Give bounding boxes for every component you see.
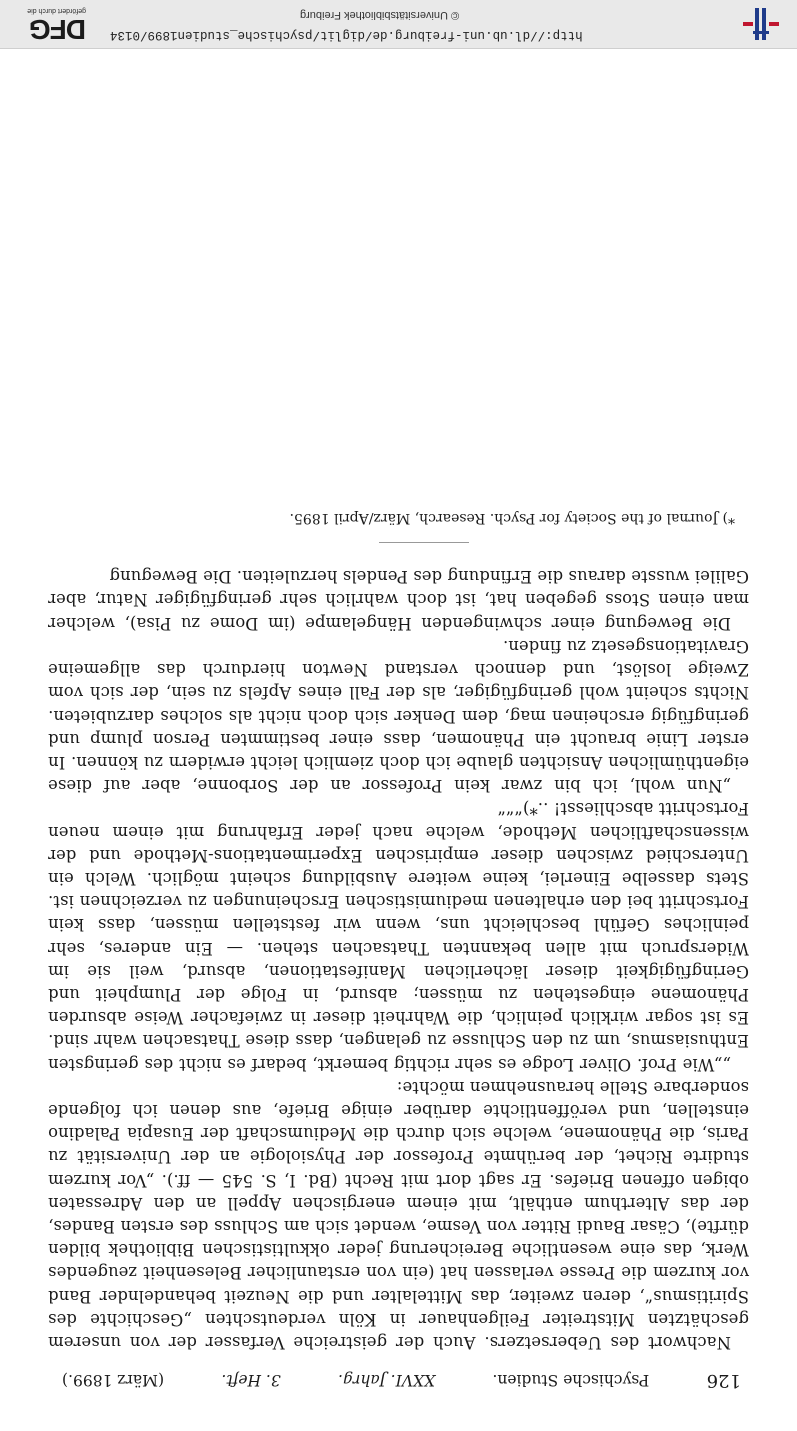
paragraph: Die Bewegung einer schwingenden Hängelampe (im Dome zu Pisa), welcher man einen Stoss gegeben hat, ist doch wahrlich sehr geringfügiger Natur, aber Galilei wusste daraus die Erfindung des Pendels herzuleiten. Die Bewegung bbox=[48, 567, 749, 633]
dfg-logo-mark: DFG bbox=[29, 14, 86, 45]
university-library-logo-icon bbox=[739, 6, 783, 42]
page-url[interactable]: http://dl.ub.uni-freiburg.de/diglit/psychische_studien1899/0134 bbox=[110, 28, 583, 42]
copyright-notice: © Universitätsbibliothek Freiburg bbox=[300, 9, 460, 21]
dfg-logo bbox=[6, 4, 86, 44]
paragraph: „„Wie Prof. Oliver Lodge es sehr richtig bemerkt, bedarf es nicht des geringsten Enthusiasmus, um zu den Schlusse zu gelangen, dass diese Thatsachen wahr sind. Es ist sogar wirklich peinlich, die Wahrheit dieser in zwiefacher Weise absurden Phänomene eingestehen zu müssen; absurd, in Folge der Plumpheit und Geringfügigkeit dieser lächerlichen Manifestationen, absurd, weil sie im Widerspruch mit allen bekannten Thatsachen stehen. — Ein anderes, sehr peinliches Gefühl beschleicht uns, wenn wir feststellen müssen, dass kein Fortschritt bei den erhaltenen mediumistischen Erscheinungen zu verzeichnen ist. Stets dasselbe Einerlei, keine weitere Ausbildung scheint möglich. Welch ein Unterschied zwischen dieser empirischen Experimentations-Methode und der wissenschaftlichen Methode, welche nach jeder Erfahrung mit einem neuen Fortschritt abschliesst! ..*)“““ bbox=[48, 799, 749, 1074]
page-body bbox=[48, 565, 749, 1354]
footnote-divider bbox=[379, 542, 469, 543]
footnote: *) Journal of the Society for Psych. Research, März/April 1895. bbox=[289, 510, 735, 527]
scanned-page bbox=[0, 48, 797, 1431]
paragraph: „Nun wohl, ich bin zwar kein Professor an der Sorbonne, aber auf diese eigenthümlichen Ansichten glaube ich doch ziemlich leicht erwidern zu können. In erster Linie braucht ein Phänomen, dass einer bestimmten Person plump und geringfügig erscheinen mag, dem Denker sich doch nicht als solches darzubieten. Nichts scheint wohl geringfügiger, als der Fall eines Apfels zu sein, der sich vom Zweige loslöst, und dennoch verstand Newton hierdurch das allgemeine Gravitationsgesetz zu finden. bbox=[48, 636, 749, 796]
paragraph: Nachwort des Uebersetzers. Auch der geistreiche Verfasser der von unserem geschätzten Mitstreiter Feilgenhauer in Köln verdeutschten „Geschichte des Spiritismus“, deren zweiter, das Mittelalter und die Neuzeit behandelnder Band vor kurzem die Presse verlassen hat (ein von erstaunlicher Belesenheit zeugendes Werk, das eine wesentliche Bereicherung jeder okkultistischen Bibliothek bilden dürfte), Cäsar Baudi Ritter von Vesme, wendet sich am Schluss des ersten Bandes, der das Alterthum enthält, mit einem energischen Appell an den Adressaten obigen offenen Briefes. Er sagt dort mit Recht (Bd. I, S. 545 — ff.). „Vor kurzem studirte Richet, der berühmte Professor der Physiologie an der Universität zu Paris, die Phänomene, welche sich durch die Mediumschaft der Eusapia Paladino einstellen, und veröffentlichte darüber einige Briefe, aus denen ich folgende sonderbare Stelle herausnehmen möchte: bbox=[48, 1077, 749, 1352]
page-number: 126 bbox=[706, 1370, 741, 1391]
volume-label: XXVI. Jahrg. bbox=[338, 1371, 436, 1389]
issue-number: 3. Heft. bbox=[221, 1371, 281, 1389]
running-header bbox=[48, 1370, 749, 1391]
viewer-toolbar bbox=[0, 0, 797, 49]
issue-date: (März 1899.) bbox=[62, 1371, 165, 1389]
dfg-logo-subtitle: gefördert durch die bbox=[27, 7, 86, 14]
running-title: Psychische Studien. bbox=[492, 1371, 650, 1389]
